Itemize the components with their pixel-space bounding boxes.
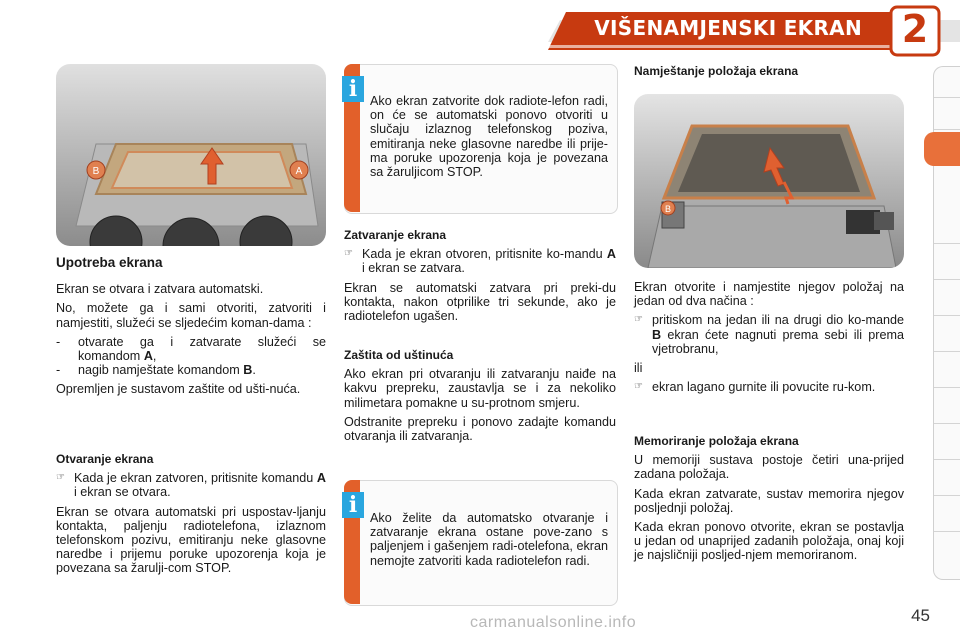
watermark: carmanualsonline.info: [470, 614, 637, 631]
or-text: ili: [634, 361, 643, 376]
list-item: ☞ pritiskom na jedan ili na drugi dio ko-mande B ekran ćete nagnuti prema sebi ili prema vjetrobranu,: [634, 313, 904, 356]
page-title: VIŠENAMJENSKI EKRAN: [594, 16, 862, 40]
usage-heading: Upotreba ekrana: [56, 255, 163, 270]
column-3-memory: [634, 434, 904, 563]
pinch-heading: Zaštita od uštinuća: [344, 348, 454, 362]
control-b-label: B: [92, 166, 100, 177]
closing-heading: Zatvaranje ekrana: [344, 228, 447, 242]
list-item: ☞ Kada je ekran otvoren, pritisnite ko-mandu A i ekran se zatvara.: [344, 247, 616, 276]
control-a-label: A: [295, 166, 303, 177]
memory-heading: Memoriranje položaja ekrana: [634, 434, 799, 448]
paragraph: U memoriji sustava postoje četiri una-prijed zadana položaja.: [634, 453, 904, 482]
paragraph: Ako ekran pri otvaranju ili zatvaranju naiđe na kakvu prepreku, zaustavlja se i za nekoliko milimetara pomakne u su-protnom smjeru.: [344, 367, 616, 410]
info-text-2: Ako želite da automatsko otvaranje i zatvaranje ekrana ostane pove-zano s paljenjem i gašenjem radi-otelefona, ekran nemojte zatvoriti kada radiotelefon radi.: [370, 511, 608, 568]
pointing-hand-icon: ☞: [634, 381, 643, 393]
column-2-pinch: [344, 348, 616, 443]
list-item: - nagib namještate komandom B.: [56, 363, 256, 378]
position-heading: Namještanje položaja ekrana: [634, 64, 799, 78]
info-text-1: Ako ekran zatvorite dok radiote-lefon radi, on će se automatski ponovo otvoriti u slučaju izlaznog telefonskog poziva, emitiranja neke glasovne naredbe ili prije-ma poruke upozorenja koja je povezana sa žaruljicom STOP.: [370, 94, 608, 180]
list-item: - otvarate ga i zatvarate služeći se komandom A,: [56, 334, 326, 364]
paragraph: Ekran se otvara i zatvara automatski.: [56, 282, 264, 297]
pointing-hand-icon: ☞: [634, 314, 643, 326]
column-1-opening: [56, 452, 326, 576]
info-icon: i: [342, 492, 364, 518]
dashboard-photo-closed-screen: [56, 64, 326, 246]
pointing-hand-icon: ☞: [344, 248, 353, 260]
paragraph: No, možete ga i sami otvoriti, zatvoriti i namjestiti, služeći se sljedećim koman-dama :: [56, 301, 326, 330]
paragraph: Odstranite prepreku i ponovo zadajte komandu otvaranja ili zatvaranja.: [344, 414, 616, 444]
column-3: [634, 280, 904, 394]
column-2: [344, 228, 616, 323]
pointing-hand-icon: ☞: [56, 472, 65, 484]
paragraph: Kada ekran zatvarate, sustav memorira njegov posljednji položaj.: [634, 486, 904, 515]
column-1: [56, 256, 326, 397]
info-icon: i: [342, 76, 364, 102]
chapter-number: 2: [901, 7, 929, 51]
list-item: ☞ ekran lagano gurnite ili povucite ru-kom.: [634, 380, 876, 395]
paragraph: Opremljen je sustavom zaštite od ušti-nuća.: [56, 382, 301, 397]
opening-heading: Otvaranje ekrana: [56, 452, 154, 466]
paragraph: Ekran otvorite i namjestite njegov položaj na jedan od dva načina :: [634, 280, 904, 309]
control-b-label: B: [664, 204, 672, 214]
paragraph: Kada ekran ponovo otvorite, ekran se postavlja u jedan od unaprijed zadanih položaja, onaj koji je najsličniji posljed-njem memoriranom.: [634, 520, 904, 563]
active-chapter-tab[interactable]: [924, 132, 960, 166]
dashboard-photo-open-screen: [634, 94, 904, 268]
paragraph: Ekran se otvara automatski pri uspostav-ljanju kontakta, paljenju radiotelefona, izlaznom telefonskom pozivu, emitiranju neke glasovne naredbe i prijemu poruke upozorenja koja je povezana sa žarulji-com STOP.: [56, 504, 326, 576]
page-number: 45: [911, 606, 930, 625]
paragraph: Ekran se automatski zatvara pri preki-du kontakta, nakon otprilike tri sekunde, ako je radiotelefon ugašen.: [344, 280, 616, 324]
list-item: ☞ Kada je ekran zatvoren, pritisnite komandu A i ekran se otvara.: [56, 471, 327, 500]
